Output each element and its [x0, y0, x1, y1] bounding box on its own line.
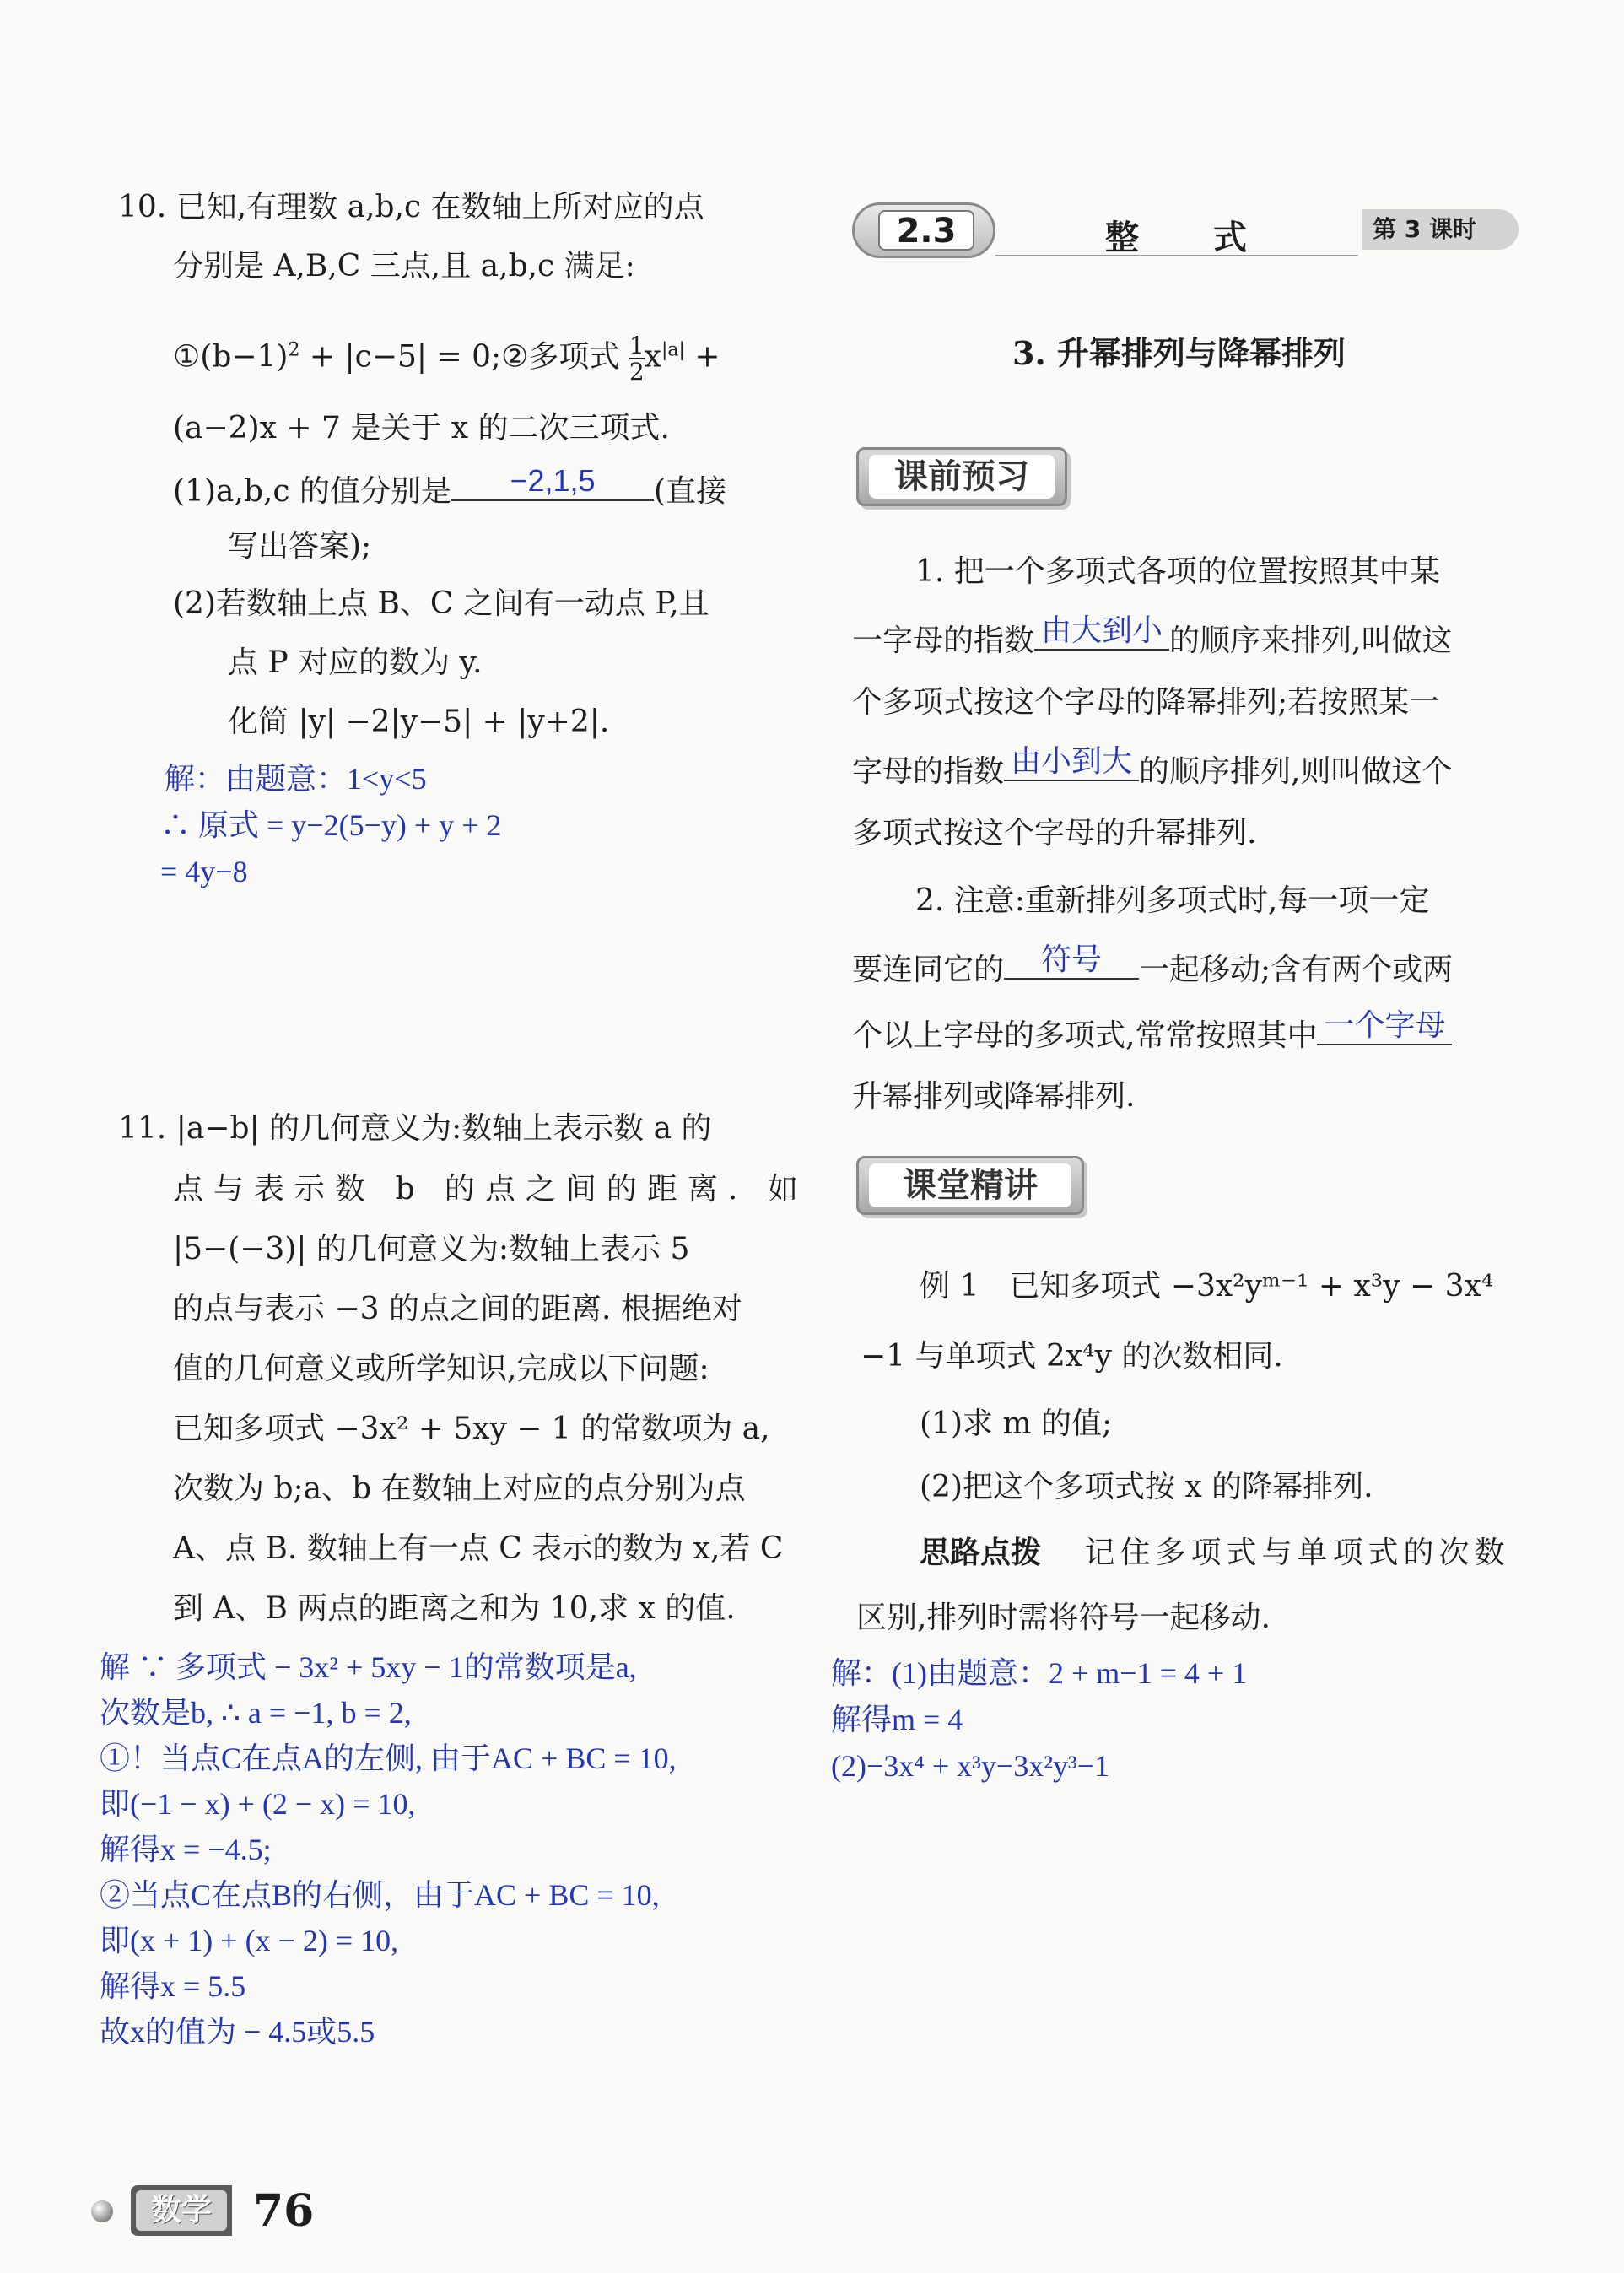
q11-handwritten-answer-7: 即(x + 1) + (x − 2) = 10, — [100, 1924, 399, 1957]
example-handwritten-answer-1: 解：(1)由题意：2 + m−1 = 4 + 1 — [831, 1656, 1248, 1690]
preview-line-6: 2. 注意:重新排列多项式时,每一项一定 — [915, 883, 1430, 918]
q10-handwritten-answer-1: 解：由题意：1<y<5 — [165, 762, 427, 796]
section-number-badge: 2.3 — [852, 202, 995, 258]
q11-handwritten-answer-8: 解得x = 5.5 — [100, 1969, 246, 2003]
q10-line-4: (a−2)x + 7 是关于 x 的二次三项式. — [173, 411, 670, 445]
preview-line-5: 多项式按这个字母的升幂排列. — [852, 816, 1257, 850]
section-subtitle: 3. 升幂排列与降幂排列 — [1012, 334, 1346, 372]
q11-line-3: |5−(−3)| 的几何意义为:数轴上表示 5 — [173, 1232, 690, 1266]
preview-line-9: 升幂排列或降幂排列. — [852, 1079, 1136, 1114]
preview-line-7: 要连同它的 符号 一起移动;含有两个或两 — [852, 942, 1454, 987]
q11-handwritten-answer-5: 解得x = −4.5; — [100, 1833, 272, 1866]
example-line-3: (1)求 m 的值; — [920, 1406, 1113, 1441]
q11-handwritten-answer-2: 次数是b, ∴ a = −1, b = 2, — [100, 1696, 412, 1730]
q11-handwritten-answer-4: 即(−1 − x) + (2 − x) = 10, — [100, 1787, 416, 1821]
lecture-badge: 课堂精讲 — [856, 1156, 1084, 1215]
q10-line-3: $①(b-1)^2 + |c-5|$ = 0;②多项式 $\frac{1}{2}$ $x^{|a|}$ + — [173, 332, 720, 386]
q11-line-1: 11. |a−b| 的几何意义为:数轴上表示数 a 的 — [118, 1111, 712, 1146]
q11-handwritten-answer-3: ①！当点C在点A的左侧, 由于AC + BC = 10, — [100, 1741, 677, 1775]
q10-line-1: 10. 已知,有理数 a,b,c 在数轴上所对应的点 — [118, 190, 704, 224]
q11-line-8: A、点 B. 数轴上有一点 C 表示的数为 x,若 C — [173, 1531, 784, 1566]
q10-handwritten-answer-3: = 4y−8 — [160, 855, 248, 888]
lesson-tag: 第 3 课时 — [1362, 209, 1519, 250]
q11-line-7: 次数为 b;a、b 在数轴上对应的点分别为点 — [173, 1471, 746, 1506]
q11-handwritten-answer-6: ②当点C在点B的右侧，由于AC + BC = 10, — [100, 1878, 660, 1912]
q11-handwritten-answer-9: 故x的值为 − 4.5或5.5 — [100, 2015, 375, 2049]
q11-handwritten-answer-1: 解 ∵ 多项式 − 3x² + 5xy − 1的常数项是a, — [100, 1650, 637, 1684]
q10-part2-line-2: 点 P 对应的数为 y. — [228, 645, 483, 680]
q10-handwritten-answer-2: ∴ 原式 = y−2(5−y) + y + 2 — [160, 808, 502, 842]
q11-line-5: 值的几何意义或所学知识,完成以下问题: — [173, 1352, 709, 1386]
q11-line-9: 到 A、B 两点的距离之和为 10,求 x 的值. — [173, 1591, 736, 1626]
q10-part2-line-3: 化简 |y| −2|y−5| + |y+2|. — [228, 705, 610, 739]
preview-line-3: 个多项式按这个字母的降幂排列;若按照某一 — [852, 685, 1440, 720]
hint-text-1: 记住多项式与单项式的次数 — [1084, 1536, 1510, 1570]
q10-part1: (1)a,b,c 的值分别是 −2,1,5 (直接 — [173, 463, 727, 509]
fraction-one-half: $\frac{1}{2}$ — [629, 332, 645, 386]
preview-badge: 课前预习 — [856, 447, 1067, 506]
footer-subject-badge: 数学 — [131, 2185, 232, 2236]
q10-part1-line-2: 写出答案); — [228, 529, 372, 564]
example-line-4: (2)把这个多项式按 x 的降幂排列. — [920, 1470, 1373, 1504]
section-header — [852, 202, 1519, 262]
example-handwritten-answer-2: 解得m = 4 — [831, 1703, 963, 1736]
blank-descending-order: 由大到小 — [1034, 622, 1169, 651]
footer-bullet-icon — [91, 2200, 113, 2222]
preview-line-4: 字母的指数 由小到大 的顺序排列,则叫做这个 — [852, 743, 1453, 789]
q11-line-4: 的点与表示 −3 的点之间的距离. 根据绝对 — [173, 1292, 742, 1326]
section-title: 整 式 — [1105, 218, 1267, 257]
example-line-2: −1 与单项式 2x⁴y 的次数相同. — [861, 1339, 1283, 1374]
q10-line-2: 分别是 A,B,C 三点,且 a,b,c 满足: — [173, 249, 635, 283]
q10-part2-line-1: (2)若数轴上点 B、C 之间有一动点 P,且 — [173, 586, 709, 621]
q11-line-6: 已知多项式 −3x² + 5xy − 1 的常数项为 a, — [173, 1412, 770, 1446]
preview-line-2: 一字母的指数 由大到小 的顺序来排列,叫做这 — [852, 613, 1453, 658]
page-number: 76 — [253, 2185, 315, 2237]
example-handwritten-answer-3: (2)−3x⁴ + x³y−3x²y³−1 — [831, 1749, 1110, 1783]
preview-line-1: 1. 把一个多项式各项的位置按照其中某 — [915, 554, 1440, 589]
example-hint — [920, 1537, 1509, 1568]
q10-answer-blank: −2,1,5 — [451, 472, 654, 501]
preview-line-8: 个以上字母的多项式,常常按照其中 一个字母 — [852, 1017, 1452, 1051]
blank-ascending-order: 由小到大 — [1004, 753, 1139, 781]
section-underline — [995, 255, 1358, 256]
hint-label: 思路点拨 — [920, 1535, 1042, 1570]
example-hint-line-2: 区别,排列时需将符号一起移动. — [856, 1601, 1271, 1635]
q11-line-2: 点与表示数 b 的点之间的距离. 如 — [173, 1172, 808, 1207]
example-line-1: 例 1 已知多项式 −3x²yᵐ⁻¹ + x³y − 3x⁴ — [920, 1269, 1494, 1304]
blank-one-letter: 一个字母 — [1317, 1017, 1452, 1045]
blank-sign: 符号 — [1004, 951, 1139, 980]
